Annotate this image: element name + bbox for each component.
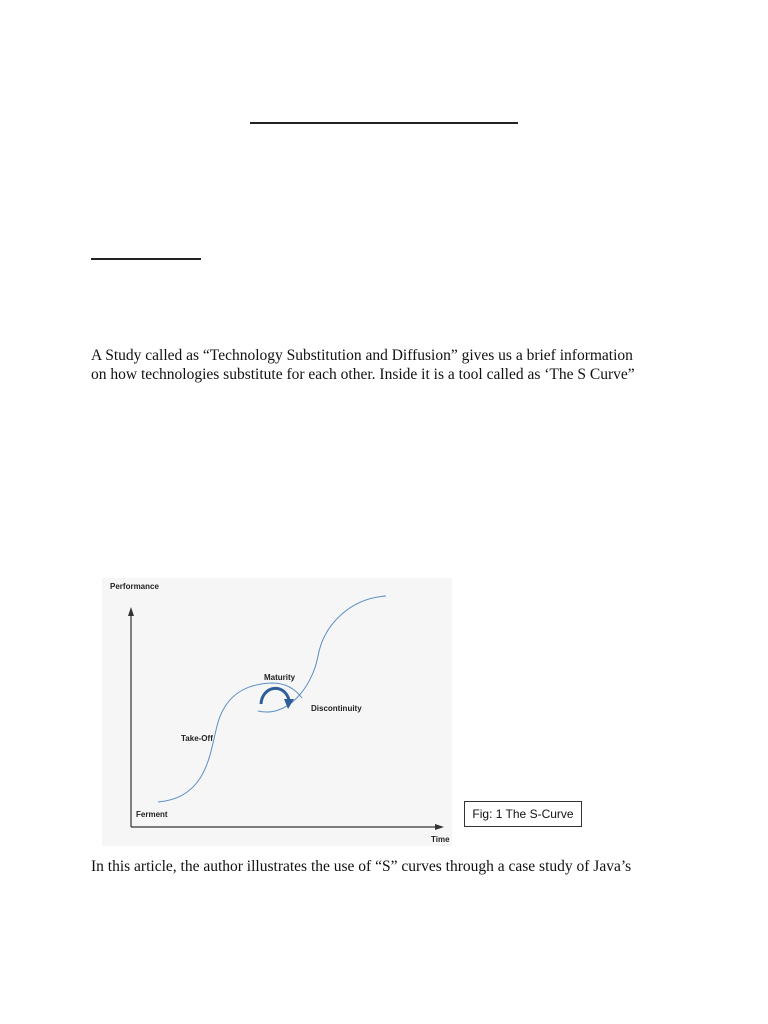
outro-paragraph (91, 857, 691, 876)
s-curve-diagram (102, 578, 452, 846)
x-axis-label: Time (431, 835, 450, 844)
title-underline (250, 122, 518, 124)
take-off-label: Take-Off (181, 734, 213, 743)
y-axis-label: Performance (110, 582, 159, 591)
figure-caption: Fig: 1 The S-Curve (464, 801, 582, 827)
figure-background (102, 578, 452, 846)
intro-paragraph (91, 346, 691, 384)
intro-line-2: on how technologies substitute for each other. Inside it is a tool called as ‘The S Curve” (91, 366, 635, 383)
ferment-label: Ferment (136, 810, 168, 819)
intro-line-1: A Study called as “Technology Substitution and Diffusion” gives us a brief information (91, 347, 633, 364)
outro-line-1: In this article, the author illustrates the use of “S” curves through a case study of Java’s (91, 858, 632, 875)
s-curve-figure (102, 578, 452, 846)
maturity-label: Maturity (264, 673, 296, 682)
discontinuity-label: Discontinuity (311, 704, 362, 713)
heading-underline (91, 258, 201, 260)
